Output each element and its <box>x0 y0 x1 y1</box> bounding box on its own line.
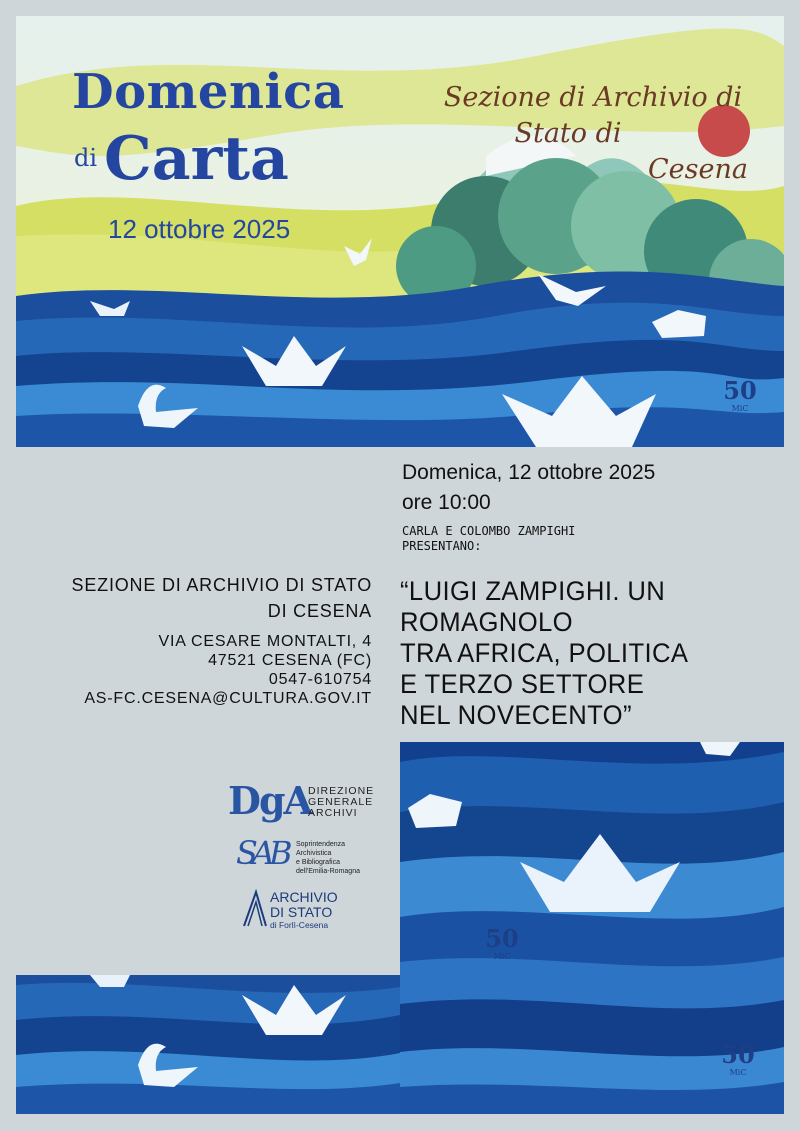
dga-line: GENERALE <box>308 796 374 808</box>
archive-triangle-icon <box>242 888 268 928</box>
talk-title-line: “LUIGI ZAMPIGHI. UN <box>400 576 666 606</box>
venue-street: VIA CESARE MONTALTI, 4 <box>158 633 372 650</box>
presenters-names: CARLA E COLOMBO ZAMPIGHI <box>402 524 576 538</box>
talk-title-line: E TERZO SETTORE <box>400 669 645 699</box>
hero-illustration <box>16 16 784 447</box>
mic-50-logo <box>720 378 760 428</box>
talk-title-line: NEL NOVECENTO” <box>400 700 632 730</box>
sab-logo-text <box>296 840 406 876</box>
presenters <box>402 524 762 554</box>
dga-line: ARCHIVI <box>308 807 358 819</box>
hero-date: 12 ottobre 2025 <box>108 214 291 244</box>
talk-title-line: ROMAGNOLO <box>400 607 574 637</box>
mic-label: MiC <box>731 404 749 413</box>
dga-line: DIREZIONE <box>308 785 375 797</box>
mic-label: MiC <box>493 952 511 961</box>
script-line-1: Sezione di Archivio di <box>443 82 743 113</box>
event-time-line: ore 10:00 <box>402 491 491 514</box>
event-datetime <box>402 458 655 518</box>
talk-title-line: TRA AFRICA, POLITICA <box>400 638 689 668</box>
sab-line: Soprintendenza <box>296 841 346 848</box>
archivio-di-stato-logo <box>242 888 338 932</box>
mic-50-number: 50 <box>723 376 757 405</box>
dga-logo-mark: DgA <box>228 778 312 823</box>
sab-logo-mark: SAB <box>236 834 287 872</box>
ads-line: DI STATO <box>270 904 333 920</box>
venue-name-line-1: SEZIONE DI ARCHIVIO DI STATO <box>71 575 372 595</box>
sea-scene-left-bottom <box>16 975 400 1114</box>
venue-name <box>12 572 372 624</box>
mic-50-logo <box>482 926 522 976</box>
event-date-line: Domenica, 12 ottobre 2025 <box>402 461 656 484</box>
script-line-2: Stato di <box>514 118 622 149</box>
sea-waves-illustration <box>16 975 400 1114</box>
ads-logo-text <box>270 890 430 930</box>
venue-phone: 0547-610754 <box>268 671 372 688</box>
presenters-verb: PRESENTANO: <box>402 539 482 553</box>
sab-logo <box>236 834 360 875</box>
dga-logo <box>228 778 375 823</box>
mic-50-number: 50 <box>485 924 519 953</box>
venue-name-line-2: DI CESENA <box>267 601 372 621</box>
venue-address <box>0 632 372 708</box>
hero-title-domenica: Domenica <box>72 64 345 120</box>
venue-city: 47521 CESENA (FC) <box>208 652 372 669</box>
dga-logo-text <box>308 786 428 819</box>
ads-line: di Forlì-Cesena <box>270 920 329 930</box>
sab-line: Archivistica <box>296 850 332 857</box>
hero-title-di: di <box>74 144 98 172</box>
venue-email[interactable]: AS-FC.CESENA@CULTURA.GOV.IT <box>84 690 372 707</box>
sea-scene-right <box>400 742 784 1114</box>
mic-label: MiC <box>729 1068 747 1077</box>
archive-script-title <box>398 80 784 188</box>
sab-line: dell'Emilia-Romagna <box>296 868 360 875</box>
mic-50-logo <box>718 1042 758 1092</box>
mic-50-number: 50 <box>721 1040 755 1069</box>
talk-title <box>400 576 771 731</box>
sab-line: e Bibliografica <box>296 859 340 866</box>
hero-title-carta: Carta <box>104 124 289 194</box>
script-line-3: Cesena <box>648 154 748 185</box>
ads-line: ARCHIVIO <box>270 889 338 905</box>
